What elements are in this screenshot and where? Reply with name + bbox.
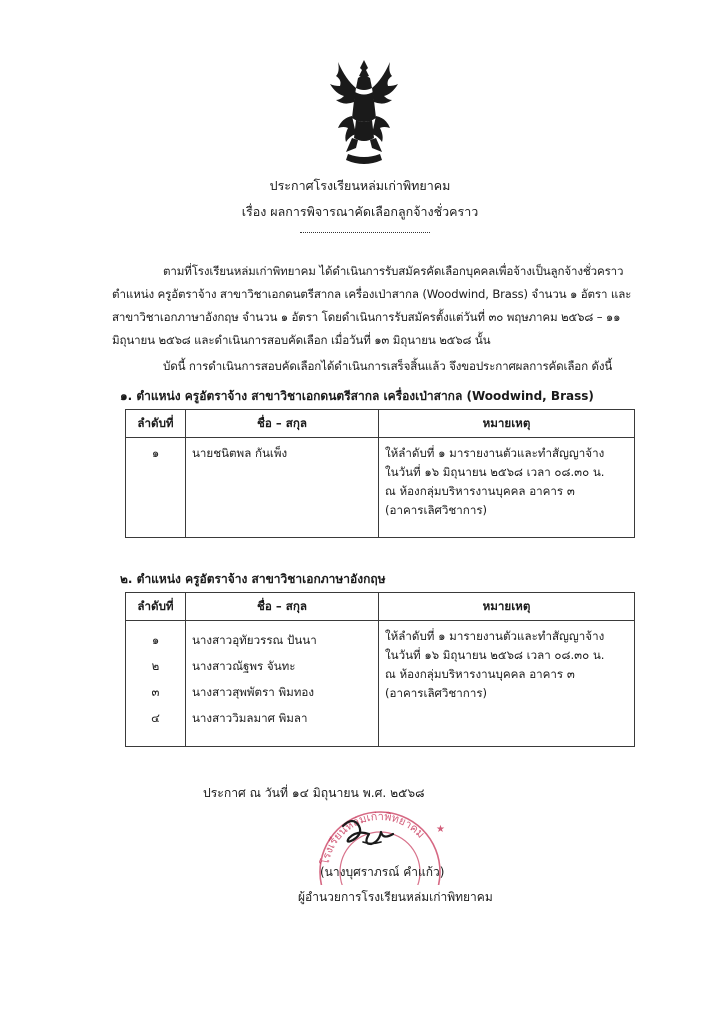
- table-header-row: [126, 410, 635, 438]
- row-name: นางสาวอุทัยวรรณ ปันนา: [192, 633, 317, 647]
- remark-line: ณ ห้องกลุ่มบริหารงานบุคคล อาคาร ๓: [385, 484, 575, 498]
- announcement-date: ประกาศ ณ วันที่ ๑๔ มิถุนายน พ.ศ. ๒๕๖๘: [203, 786, 425, 800]
- column-header-name: ชื่อ – สกุล: [186, 410, 379, 438]
- table-header-row: [126, 593, 635, 621]
- row-number: ๒: [151, 659, 160, 673]
- section-2-table: [125, 592, 635, 747]
- signature-icon: [335, 812, 415, 852]
- remark-line: ในวันที่ ๑๖ มิถุนายน ๒๕๖๘ เวลา ๐๘.๓๐ น.: [385, 465, 605, 479]
- intro-line-2: ตำแหน่ง ครูอัตราจ้าง สาขาวิชาเอกดนตรีสากล เครื่องเป่าสากล (Woodwind, Brass) จำนวน ๑ อัตรา และ: [112, 287, 632, 301]
- signer-position: ผู้อำนวยการโรงเรียนหล่มเก่าพิทยาคม: [298, 890, 493, 904]
- svg-text:★: ★: [436, 824, 445, 835]
- row-numbers: [126, 621, 186, 747]
- section-2-heading: ๒. ตำแหน่ง ครูอัตราจ้าง สาขาวิชาเอกภาษาอังกฤษ: [120, 572, 386, 586]
- row-number: ๑: [151, 633, 160, 647]
- seal-text: โรงเรียนหล่มเก่าพิทยาคม: [318, 809, 428, 867]
- intro-line-1: ตามที่โรงเรียนหล่มเก่าพิทยาคม ได้ดำเนินการรับสมัครคัดเลือกบุคคลเพื่อจ้างเป็นลูกจ้างชั่วคราว: [163, 264, 624, 278]
- intro-line-3: สาขาวิชาเอกภาษาอังกฤษ จำนวน ๑ อัตรา โดยดำเนินการรับสมัครตั้งแต่วันที่ ๓๐ พฤษภาคม ๒๕๖๘ – ๑๑: [112, 310, 621, 324]
- section-1-table: [125, 409, 635, 538]
- row-remark: [379, 438, 635, 538]
- column-header-no: ลำดับที่: [126, 593, 186, 621]
- row-name: นายชนิตพล กันเพ็ง: [186, 438, 379, 538]
- row-number: ๑: [126, 438, 186, 538]
- column-header-name: ชื่อ – สกุล: [186, 593, 379, 621]
- remark-line: (อาคารเลิศวิชาการ): [385, 686, 488, 700]
- row-name: นางสาววิมลมาศ พิมลา: [192, 711, 308, 725]
- column-header-no: ลำดับที่: [126, 410, 186, 438]
- row-names: [186, 621, 379, 747]
- remark-line: ณ ห้องกลุ่มบริหารงานบุคคล อาคาร ๓: [385, 667, 575, 681]
- row-name: นางสาวสุพพัตรา พิมทอง: [192, 685, 315, 699]
- document-title: ประกาศโรงเรียนหล่มเก่าพิทยาคม: [269, 178, 451, 193]
- column-header-remark: หมายเหตุ: [379, 410, 635, 438]
- document-subject: เรื่อง ผลการพิจารณาคัดเลือกลูกจ้างชั่วคราว: [241, 204, 479, 219]
- row-name: นางสาวณัฐพร จันทะ: [192, 659, 296, 673]
- intro-line-4: มิถุนายน ๒๕๖๘ และดำเนินการสอบคัดเลือก เมื่อวันที่ ๑๓ มิถุนายน ๒๕๖๘ นั้น: [112, 333, 491, 347]
- row-number: ๓: [151, 685, 160, 699]
- table-row: [126, 621, 635, 747]
- announce-line: บัดนี้ การดำเนินการสอบคัดเลือกได้ดำเนินการเสร็จสิ้นแล้ว จึงขอประกาศผลการคัดเลือก ดังนี้: [163, 359, 613, 373]
- column-header-remark: หมายเหตุ: [379, 593, 635, 621]
- row-remark: [379, 621, 635, 747]
- section-1-heading: ๑. ตำแหน่ง ครูอัตราจ้าง สาขาวิชาเอกดนตรีสากล เครื่องเป่าสากล (Woodwind, Brass): [120, 389, 594, 403]
- remark-line: ในวันที่ ๑๖ มิถุนายน ๒๕๖๘ เวลา ๐๘.๓๐ น.: [385, 648, 605, 662]
- remark-line: (อาคารเลิศวิชาการ): [385, 503, 488, 517]
- signer-name: (นางบุศราภรณ์ คำแก้ว): [320, 865, 445, 879]
- garuda-emblem-icon: [328, 58, 400, 166]
- title-divider: [300, 232, 430, 233]
- remark-line: ให้ลำดับที่ ๑ มารายงานตัวและทำสัญญาจ้าง: [385, 629, 605, 643]
- table-row: [126, 438, 635, 538]
- row-number: ๔: [151, 711, 160, 725]
- remark-line: ให้ลำดับที่ ๑ มารายงานตัวและทำสัญญาจ้าง: [385, 446, 605, 460]
